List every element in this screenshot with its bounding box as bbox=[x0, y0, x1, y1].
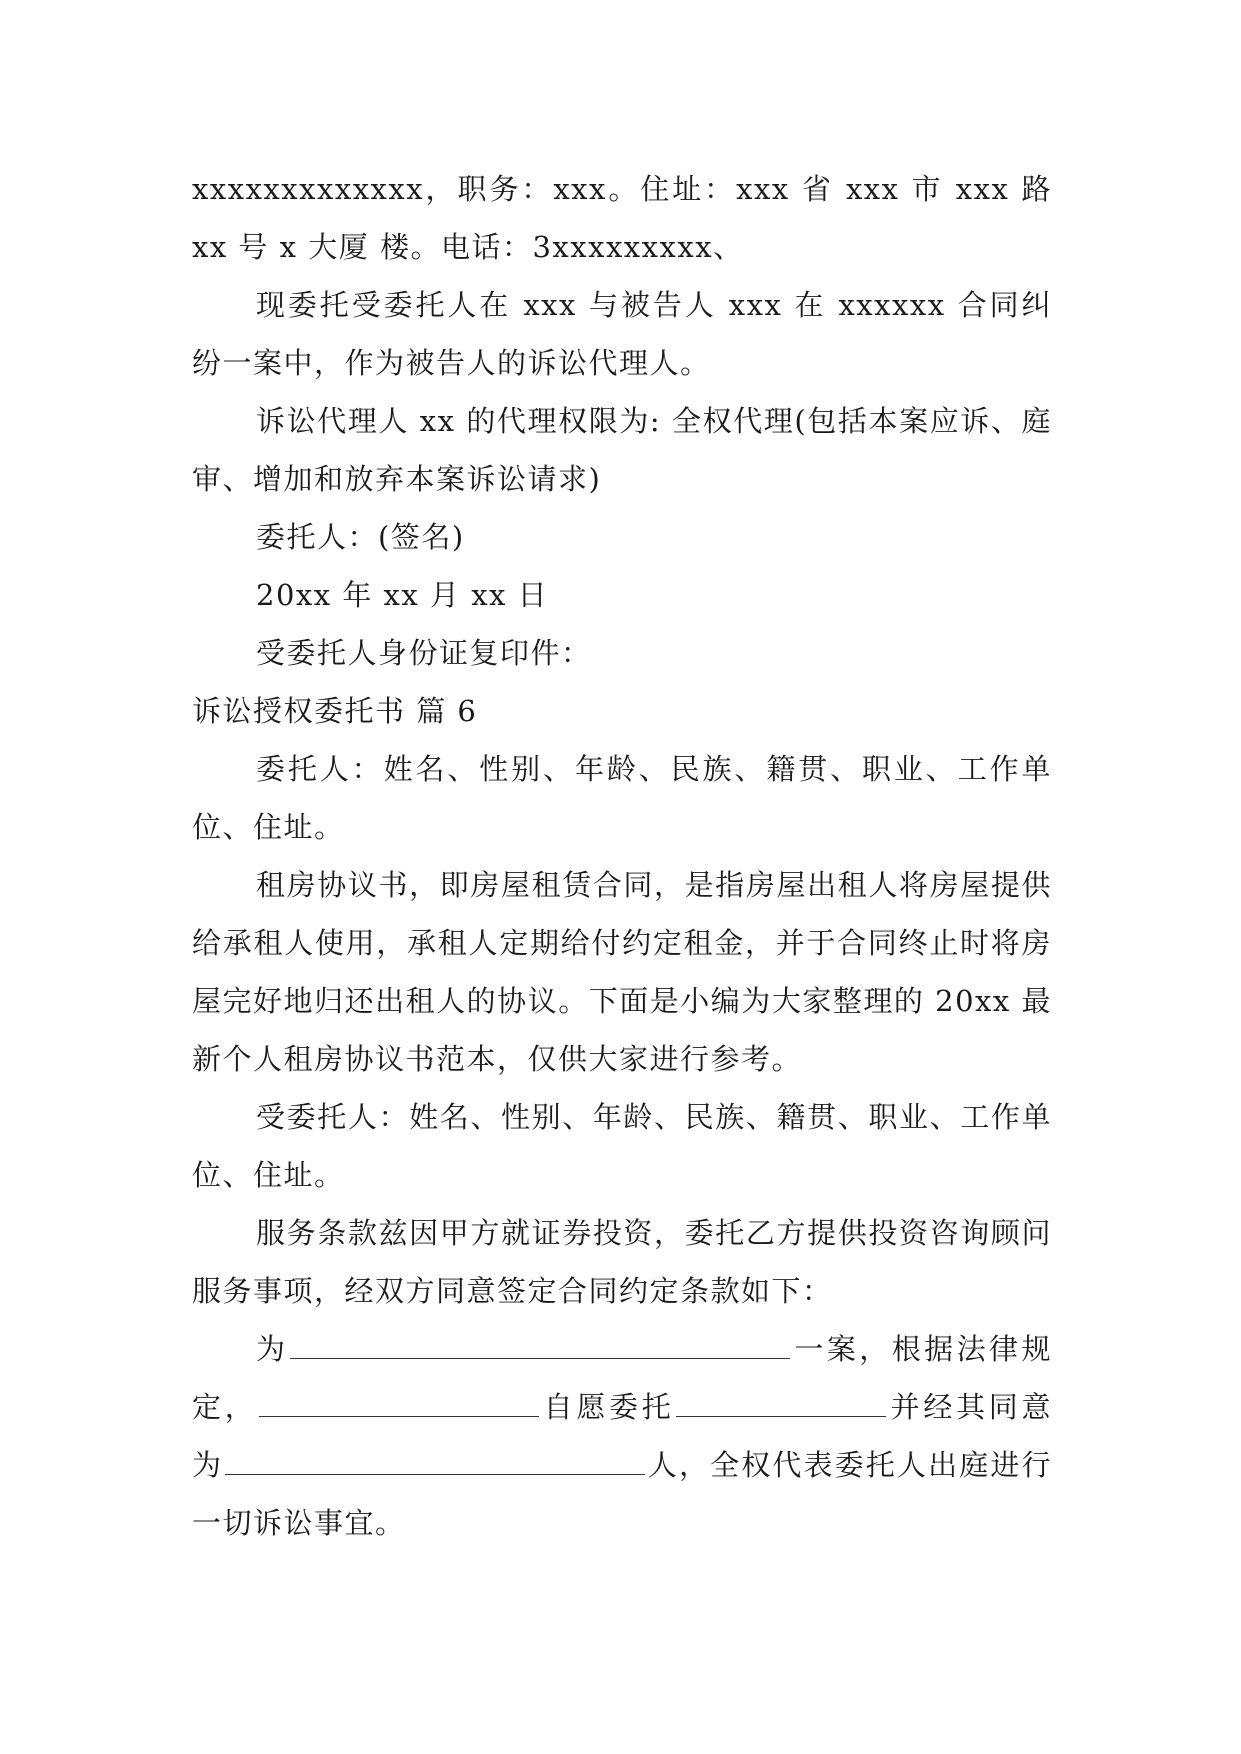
paragraph-principal: 委托人：姓名、性别、年龄、民族、籍贯、职业、工作单位、住址。 bbox=[192, 752, 1052, 844]
fill-text-2: 一案，根据法律规定， bbox=[192, 1332, 1052, 1424]
paragraph-contact-info: xxxxxxxxxxxxx，职务：xxx。住址：xxx 省 xxx 市 xxx 路 xx 号 x 大厦 楼。电话：3xxxxxxxxx、 bbox=[192, 172, 1052, 264]
blank-line-case[interactable] bbox=[290, 1328, 790, 1359]
paragraph-entrustment: 现委托受委托人在 xxx 与被告人 xxx 在 xxxxxx 合同纠纷一案中，作为被告人的诉讼代理人。 bbox=[192, 288, 1052, 380]
blank-line-role[interactable] bbox=[225, 1444, 645, 1475]
paragraph-signature-line: 委托人：(签名) bbox=[256, 520, 465, 554]
paragraph-date: 20xx 年 xx 月 xx 日 bbox=[256, 578, 549, 612]
fill-text-4: 并经其同意为 bbox=[192, 1390, 1052, 1482]
paragraph-id-copy: 受委托人身份证复印件： bbox=[256, 636, 592, 670]
fill-text-5: 人，全权代表委托人出庭进行一切诉讼事宜。 bbox=[192, 1448, 1052, 1540]
paragraph-agent: 受委托人：姓名、性别、年龄、民族、籍贯、职业、工作单位、住址。 bbox=[192, 1100, 1052, 1192]
fill-text-3: 自愿委托 bbox=[541, 1390, 675, 1424]
paragraph-service-terms: 服务条款兹因甲方就证券投资，委托乙方提供投资咨询顾问服务事项，经双方同意签定合同约定条款如下： bbox=[192, 1216, 1052, 1308]
section-heading: 诉讼授权委托书 篇 6 bbox=[192, 694, 478, 728]
paragraph-fill-in bbox=[192, 1320, 1052, 1552]
paragraph-rental-agreement: 租房协议书，即房屋租赁合同，是指房屋出租人将房屋提供给承租人使用，承租人定期给付约定租金，并于合同终止时将房屋完好地归还出租人的协议。下面是小编为大家整理的 20xx 最新个人租房协议书范本，仅供大家进行参考。 bbox=[192, 868, 1052, 1076]
document-body bbox=[192, 160, 1052, 1552]
paragraph-authority-scope: 诉讼代理人 xx 的代理权限为: 全权代理(包括本案应诉、庭审、增加和放弃本案诉讼请求) bbox=[192, 404, 1052, 496]
blank-line-principal[interactable] bbox=[259, 1386, 539, 1417]
blank-line-agent[interactable] bbox=[676, 1386, 886, 1417]
fill-text-1: 为 bbox=[256, 1332, 289, 1366]
